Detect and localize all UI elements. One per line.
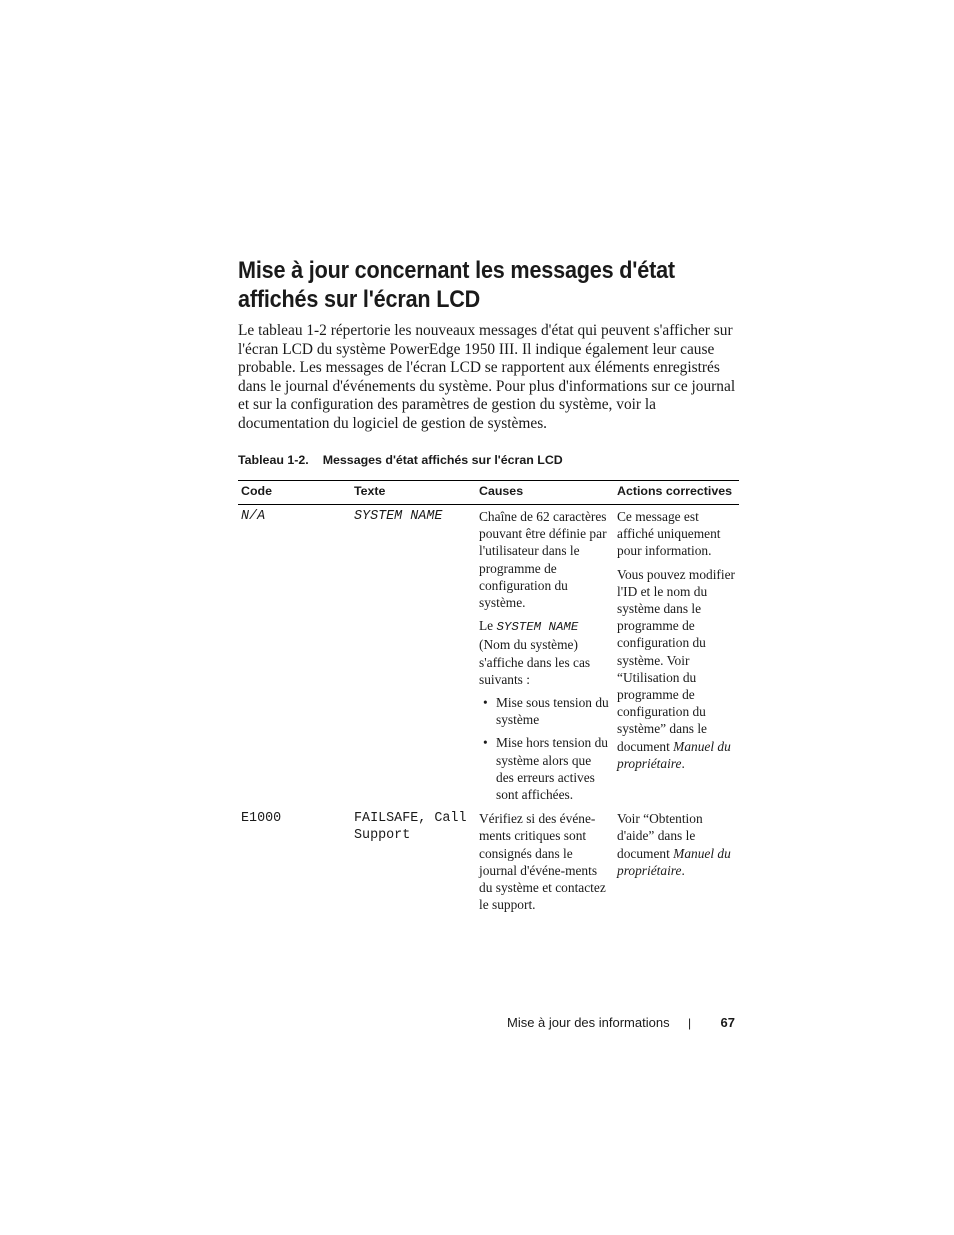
cause-paragraph: Le SYSTEM NAME (Nom du système) s'affiche dans les cas suivants : [479, 618, 591, 687]
cell-text: FAILSAFE, Call Support [354, 811, 467, 844]
footer-section-title: Mise à jour des informations [507, 1015, 670, 1030]
table-caption-title: Messages d'état affichés sur l'écran LCD [322, 453, 563, 467]
system-name-code: SYSTEM NAME [496, 620, 579, 635]
table-row [238, 807, 739, 917]
table-row [238, 505, 739, 808]
action-paragraph: Vous pouvez modifier l'ID et le nom du système dans le programme de configuration du système. Voir “Utilisation du programme de configuration du système” dans le document Manuel du propriétaire. [617, 566, 736, 771]
list-item: • Mise sous tension du système [483, 695, 609, 728]
table-header-row [238, 481, 739, 505]
cause-bullet-list [479, 694, 611, 803]
header-code: Code [238, 481, 351, 505]
page-footer [507, 1015, 735, 1033]
page-title: Mise à jour concernant les messages d'état affichés sur l'écran LCD [238, 257, 675, 313]
cell-actions [614, 505, 739, 808]
cell-actions: Voir “Obtention d'aide” dans le document Manuel du propriétaire. [617, 811, 731, 878]
cell-code: N/A [241, 509, 266, 524]
cell-causes [476, 505, 614, 808]
manual-reference: Manuel du propriétaire [617, 845, 731, 878]
cell-code: E1000 [241, 811, 282, 827]
header-causes: Causes [476, 481, 614, 505]
status-messages-table [238, 480, 739, 917]
header-text: Texte [351, 481, 476, 505]
cell-text: SYSTEM NAME [354, 509, 443, 524]
cause-paragraph: Chaîne de 62 caractères pouvant être définie par l'utilisateur dans le programme de configuration du système. [479, 509, 607, 611]
page-number: 67 [720, 1015, 735, 1030]
footer-separator: | [688, 1016, 692, 1030]
table-caption [238, 453, 563, 468]
table-caption-label: Tableau 1-2. [238, 453, 309, 467]
header-actions: Actions correctives [614, 481, 739, 505]
intro-paragraph: Le tableau 1-2 répertorie les nouveaux messages d'état qui peuvent s'afficher sur l'écran LCD du système PowerEdge 1950 III. Il indique également leur cause probable. Les messages de l'écran LCD se rapportent aux éléments enregistrés dans le journal d'événements du système. Pour plus d'informations sur ce journal et sur la configuration des paramètres de gestion du système, voir la documentation du logiciel de gestion de systèmes. [238, 322, 736, 432]
cell-causes: Vérifiez si des événe-ments critiques sont consignés dans le journal d'événe-ments du système et contactez le support. [479, 811, 606, 913]
action-paragraph: Ce message est affiché uniquement pour information. [617, 509, 721, 559]
manual-reference: Manuel du propriétaire [617, 738, 731, 771]
list-item: • Mise hors tension du système alors que des erreurs actives sont affichées. [483, 735, 608, 803]
